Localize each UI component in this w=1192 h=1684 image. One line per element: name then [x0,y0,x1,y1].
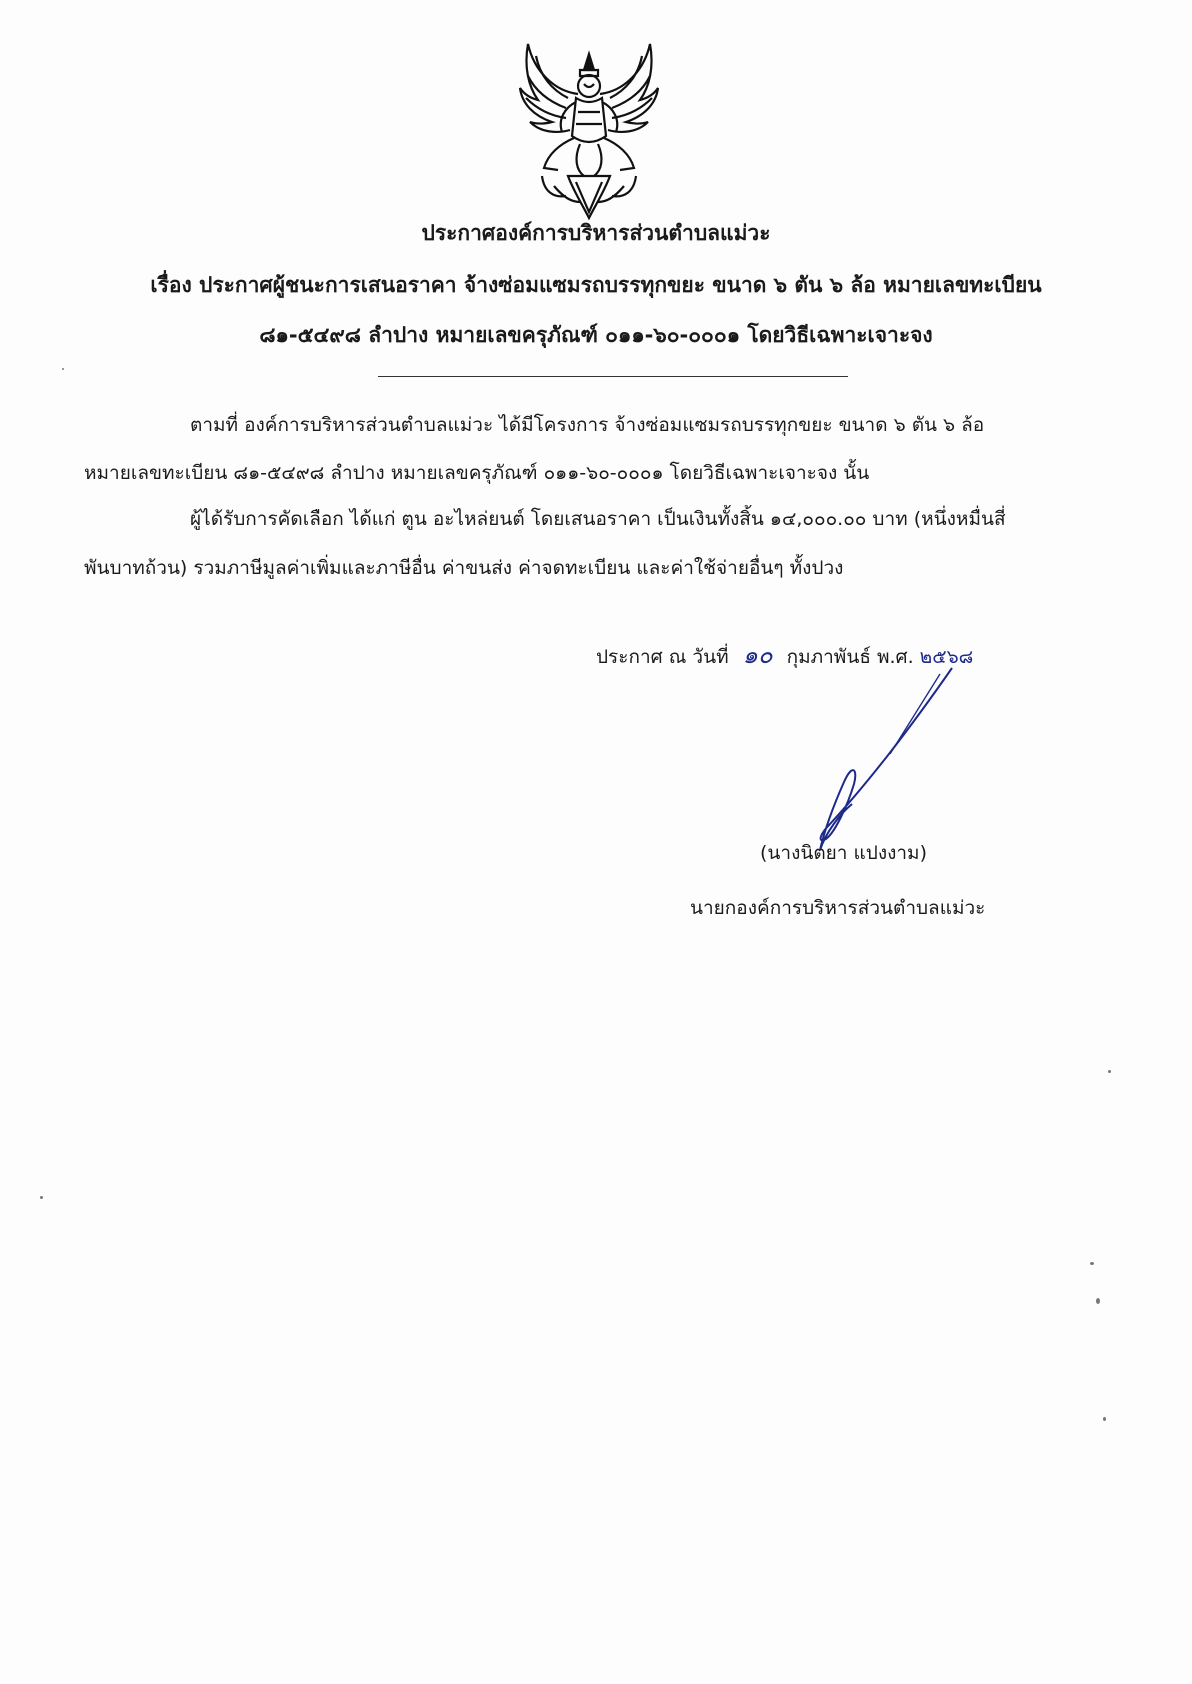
subject-line-2: ๘๑-๕๔๙๘ ลำปาง หมายเลขครุภัณฑ์ ๐๑๑-๖๐-๐๐๐๑ โดยวิธีเฉพาะเจาะจง [259,323,933,347]
subject-line-1: เรื่อง ประกาศผู้ชนะการเสนอราคา จ้างซ่อมแซมรถบรรทุกขยะ ขนาด ๖ ตัน ๖ ล้อ หมายเลขทะเบียน [150,273,1042,297]
scan-speck [62,368,64,370]
signature-mark [790,664,990,864]
date-day-handwritten: ๑๐ [742,641,773,669]
signatory-name: (นางนิตยา แปงงาม) [760,842,927,864]
scan-speck [1103,1417,1106,1421]
scan-speck [1090,1262,1094,1265]
signatory-position: นายกองค์การบริหารส่วนตำบลแม่วะ [690,897,986,919]
date-prefix: ประกาศ ณ วันที่ [596,646,729,668]
scan-speck [1096,1298,1100,1304]
scan-speck [1108,1070,1111,1073]
header-divider [378,376,848,377]
agency-title: ประกาศองค์การบริหารส่วนตำบลแม่วะ [421,221,771,245]
paragraph-1-line-2: หมายเลขทะเบียน ๘๑-๕๔๙๘ ลำปาง หมายเลขครุภัณฑ์ ๐๑๑-๖๐-๐๐๐๑ โดยวิธีเฉพาะเจาะจง นั้น [84,462,870,484]
date-year: ๒๕๖๘ [919,646,974,668]
scan-speck [40,1196,43,1199]
paragraph-2-line-2: พันบาทถ้วน) รวมภาษีมูลค่าเพิ่มและภาษีอื่น ค่าขนส่ง ค่าจดทะเบียน และค่าใช้จ่ายอื่นๆ ทั้งปวง [84,557,844,579]
paragraph-1-line-1: ตามที่ องค์การบริหารส่วนตำบลแม่วะ ได้มีโครงการ จ้างซ่อมแซมรถบรรทุกขยะ ขนาด ๖ ตัน ๖ ล้อ [190,414,985,436]
date-month: กุมภาพันธ์ พ.ศ. [786,646,914,668]
paragraph-2-line-1: ผู้ได้รับการคัดเลือก ได้แก่ ตูน อะไหล่ยนต์ โดยเสนอราคา เป็นเงินทั้งสิ้น ๑๔,๐๐๐.๐๐ บาท (หนึ่งหมื่นสี่ [190,508,1006,530]
garuda-emblem-icon [514,36,664,226]
